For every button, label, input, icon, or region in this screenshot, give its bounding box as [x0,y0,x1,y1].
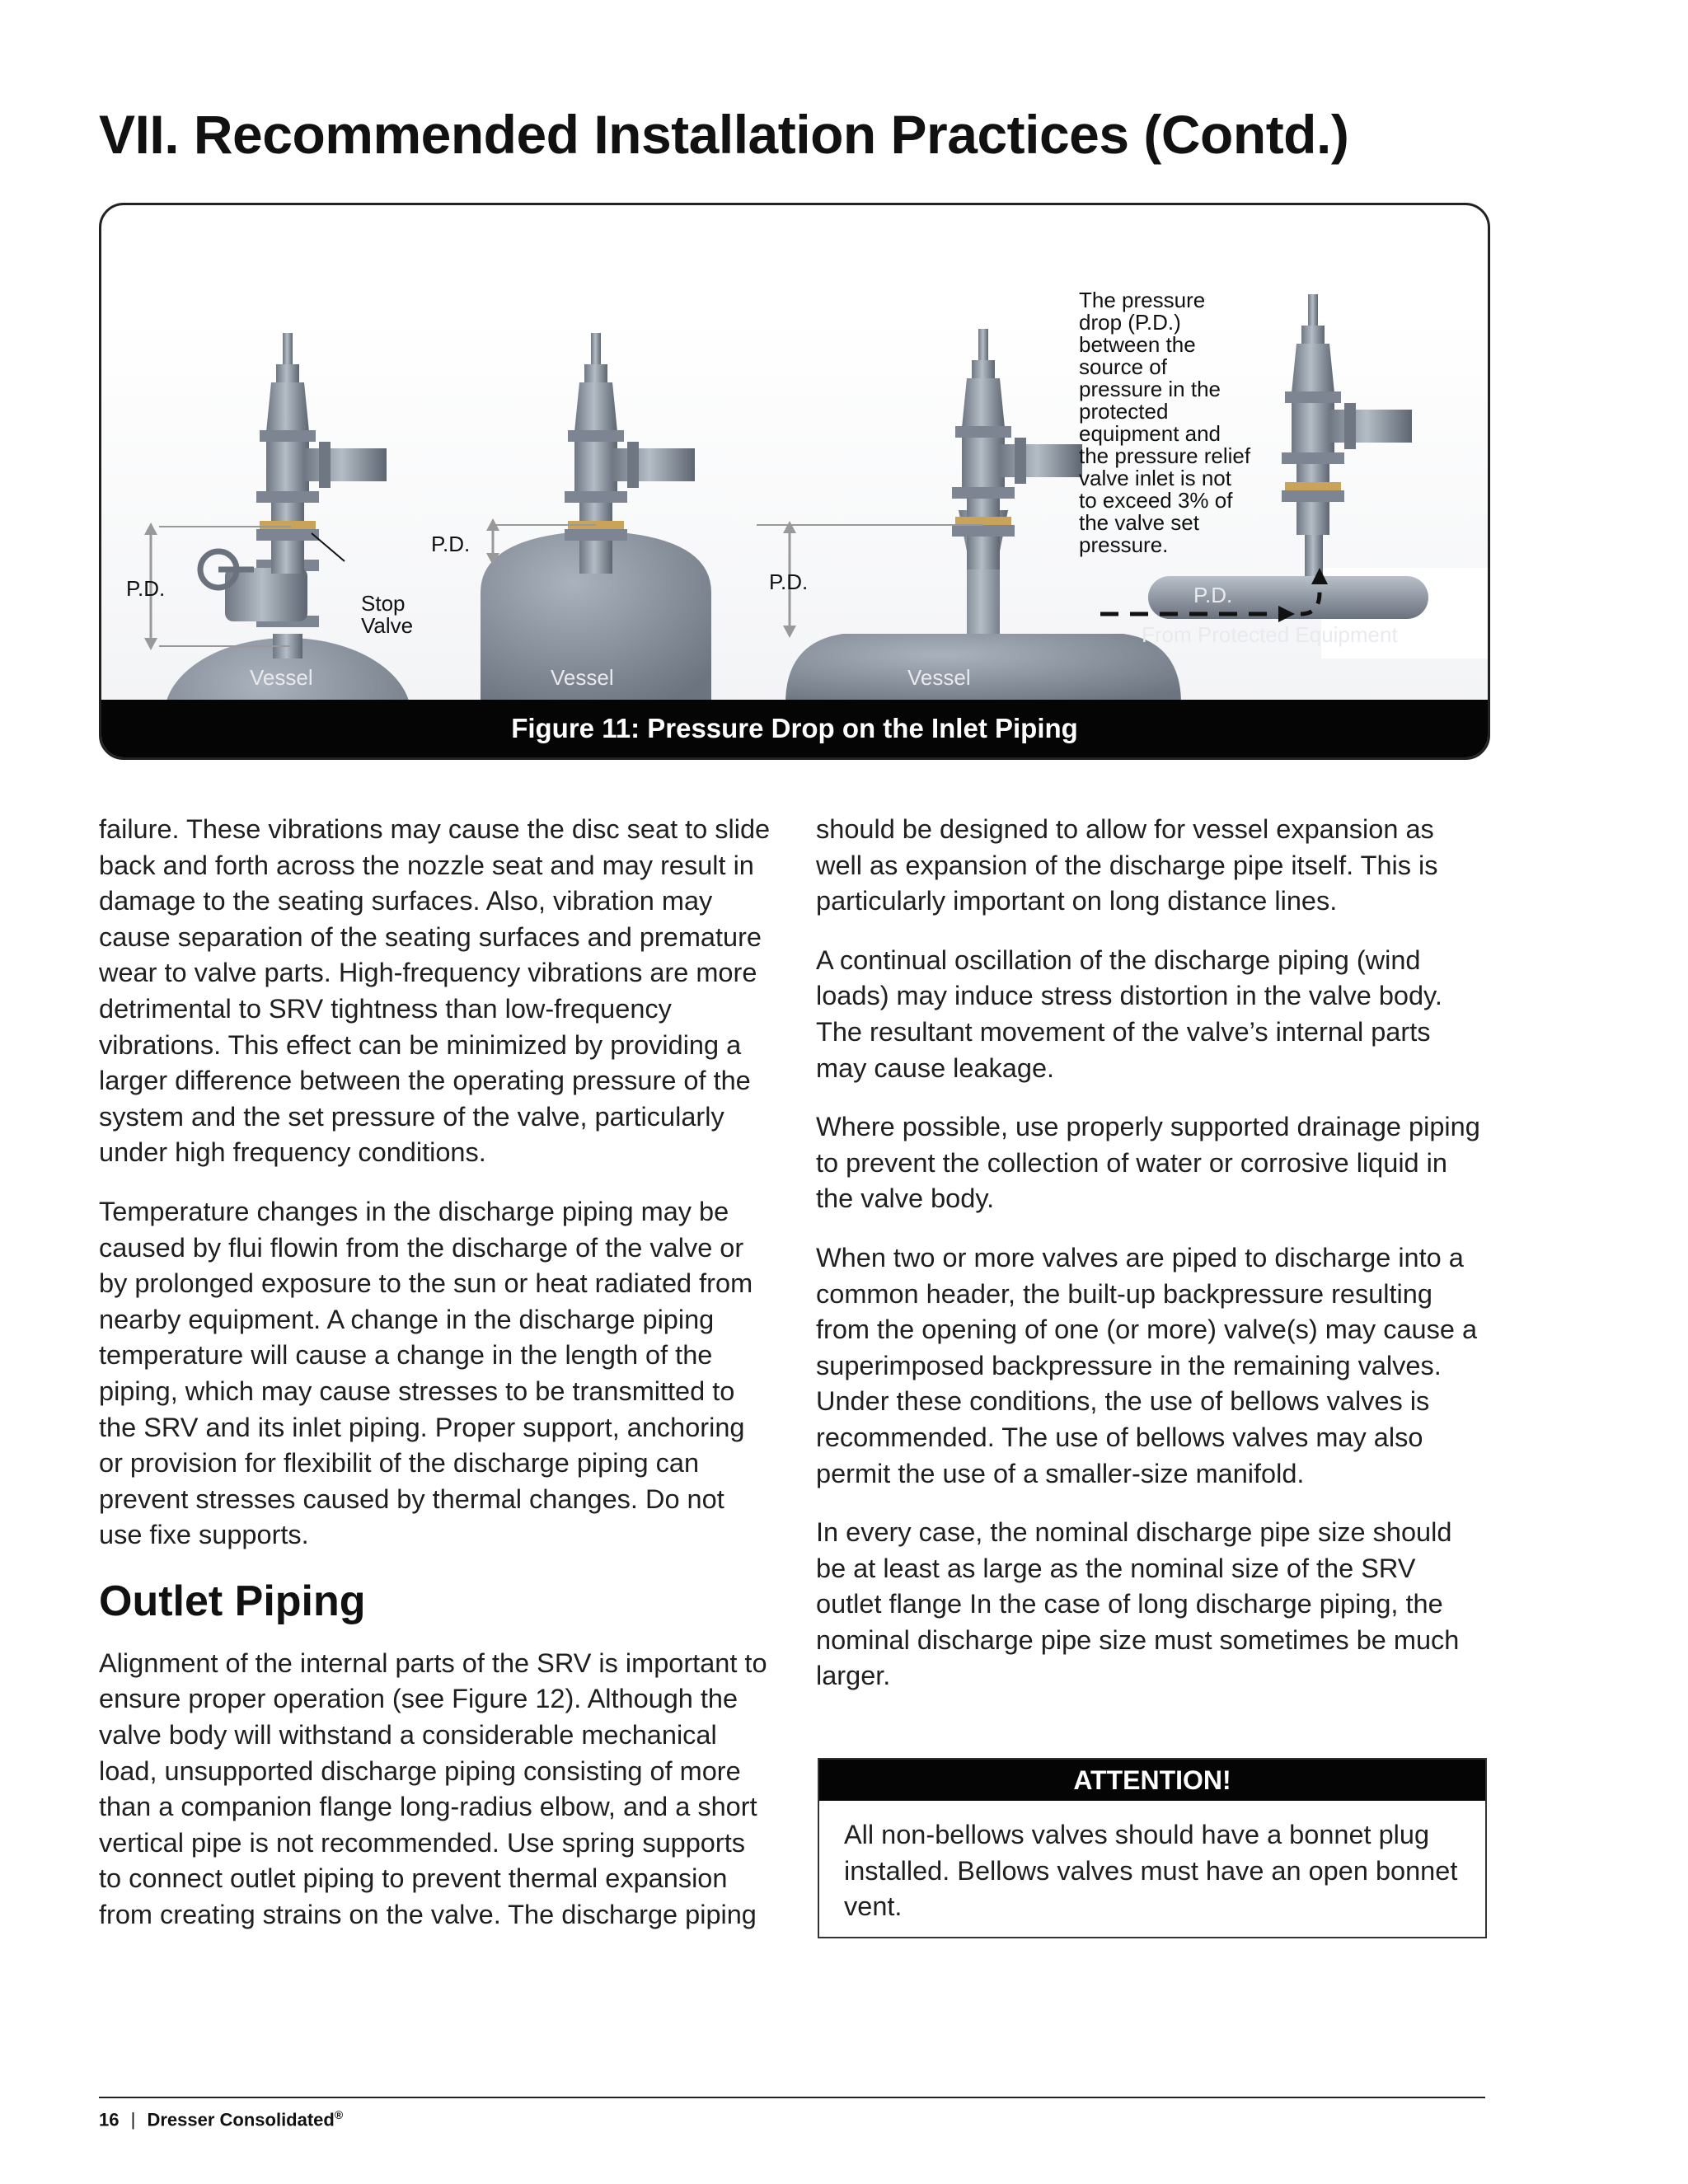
pd-label-4: P.D. [1193,583,1233,607]
registered-mark: ® [334,2108,344,2121]
pd-label-1: P.D. [126,576,166,601]
paragraph: Where possible, use properly supported drainage piping to prevent the collection of water or corrosive liquid in the valve body. [816,1112,1480,1214]
attention-header: ATTENTION! [819,1760,1485,1801]
paragraph: A continual oscillation of the discharge piping (wind loads) may induce stress distortion in the valve body. The resultant movement of the valve’s internal parts may cause leakage. [816,944,1442,1083]
paragraph: should be designed to allow for vessel expansion as well as expansion of the discharge pipe itself. This is particularly important on long distance lines. [816,814,1438,916]
pressure-drop-note: The pressure drop (P.D.) between the source of pressure in the protected equipment and the pressure relief valve inlet is not to exceed 3% of the valve set pressure. [1079,288,1251,557]
figure-caption: Figure 11: Pressure Drop on the Inlet Piping [101,700,1488,757]
vessel-label-2: Vessel [551,665,614,690]
vessel-label-3: Vessel [907,665,971,690]
from-protected-equipment-label: From Protected Equipment [1142,622,1398,647]
footer-separator: | [130,2109,136,2130]
attention-body: All non-bellows valves should have a bonnet plug installed. Bellows valves must have an open bonnet vent. [844,1820,1458,1922]
stop-valve-label: Stop Valve [361,591,414,638]
paragraph: failure. These vibrations may cause the disc seat to slide back and forth across the nozzle seat and may result in damage to the seating surfaces. Also, vibration may cause separation of the seating surfaces and premature wear to valve parts. High-frequency vibrations are more detrimental to SRV tightness than low-frequency vibrations. This effect can be minimized by providing a larger difference between the operating pressure of the system and the set pressure of the valve, particularly under high frequency conditions. [99,814,771,1168]
paragraph: Alignment of the internal parts of the SRV is important to ensure proper operation (see Figure 12). Although the valve body will withstand a considerable mechanical load, unsupported discharge piping consisting of more than a companion flange long-radius elbow, and a short vertical pipe is not recommended. Use spring supports to connect outlet piping to prevent thermal expansion from creating strains on the valve. The discharge piping [99,1647,767,1930]
page-number: 16 [99,2109,120,2130]
footer-divider [99,2097,1485,2098]
page-footer [99,2108,343,2130]
paragraph: In every case, the nominal discharge pipe size should be at least as large as the nominal size of the SRV outlet flange In the case of long discharge piping, the nominal discharge pipe size must sometimes be much larger. [816,1517,1460,1691]
pd-label-2: P.D. [431,532,471,556]
right-column [816,812,1485,1718]
section-heading-outlet-piping: Outlet Piping [99,1577,366,1625]
footer-brand: Dresser Consolidated [147,2109,335,2130]
vessel-label-1: Vessel [250,665,313,690]
left-column [99,812,775,1957]
paragraph: Temperature changes in the discharge piping may be caused by flui flowin from the discharge of the valve or by prolonged exposure to the sun or heat radiated from nearby equipment. A change in the discharge piping temperature will cause a change in the length of the piping, which may cause stresses to be transmitted to the SRV and its inlet piping. Proper support, anchoring or provision for flexibilit of the discharge piping can prevent stresses caused by thermal changes. Do not use fixe supports. [99,1196,753,1550]
attention-box [818,1758,1487,1938]
paragraph: When two or more valves are piped to discharge into a common header, the built-up backpressure resulting from the opening of one (or more) valve(s) may cause a superimposed backpressure in the remaining valves. Under these conditions, the use of bellows valves is recommended. The use of bellows valves may also permit the use of a smaller-size manifold. [816,1242,1478,1488]
pd-label-3: P.D. [769,569,809,594]
figure-11 [99,203,1490,760]
page-title: VII. Recommended Installation Practices (Contd.) [99,104,1349,165]
